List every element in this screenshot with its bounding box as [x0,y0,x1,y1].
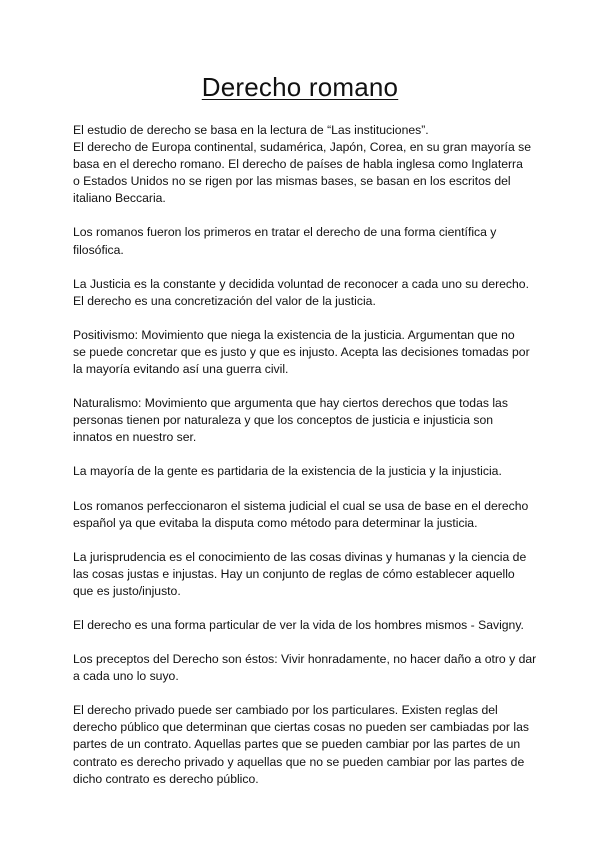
text-line: español ya que evitaba la disputa como método para determinar la justicia. [73,515,478,530]
text-line: La Justicia es la constante y decidida voluntad de reconocer a cada uno su derecho. [73,276,529,291]
text-line: personas tienen por naturaleza y que los conceptos de justicia e injusticia son [73,413,494,428]
text-line: Los preceptos del Derecho son éstos: Vivir honradamente, no hacer daño a otro y dar [73,652,537,667]
paragraph [73,702,533,787]
text-line: partes de un contrato. Aquellas partes que se pueden cambiar por las partes de un [73,737,521,752]
text-line: La mayoría de la gente es partidaria de la existencia de la justicia y la injusticia. [73,464,502,479]
text-line: las cosas justas e injustas. Hay un conjunto de reglas de cómo establecer aquello [73,566,515,581]
text-line: Positivismo: Movimiento que niega la existencia de la justicia. Argumentan que no [73,327,515,342]
paragraph [73,224,533,258]
text-line: El estudio de derecho se basa en la lectura de “Las instituciones”. [73,123,429,137]
text-line: la mayoría evitando así una guerra civil. [73,362,289,377]
text-line: derecho público que determinan que ciertas cosas no pueden ser cambiadas por las [73,720,529,735]
paragraph [73,122,533,207]
text-line: El derecho es una forma particular de ver la vida de los hombres mismos - Savigny. [73,617,524,632]
text-line: contrato es derecho privado y aquellas que no se pueden cambiar por las partes de [73,754,525,769]
text-line: Los romanos fueron los primeros en tratar el derecho de una forma científica y [73,225,497,240]
text-line: basa en el derecho romano. El derecho de países de habla inglesa como Inglaterra [73,157,523,172]
text-line: se puede concretar que es justo y que es injusto. Acepta las decisiones tomadas por [73,344,530,359]
paragraph [73,651,537,685]
paragraph [73,327,533,378]
paragraph [73,395,533,446]
text-line: El derecho es una concretización del valor de la justicia. [73,293,376,308]
text-line: italiano Beccaria. [73,191,166,206]
text-line: innatos en nuestro ser. [73,430,197,445]
text-line: El derecho de Europa continental, sudamérica, Japón, Corea, en su gran mayoría se [73,140,531,155]
paragraph [73,276,533,310]
paragraph [73,498,533,532]
text-line: Naturalismo: Movimiento que argumenta que hay ciertos derechos que todas las [73,396,508,411]
text-line: que es justo/injusto. [73,583,181,598]
text-line: a cada uno lo suyo. [73,669,179,684]
text-line: El derecho privado puede ser cambiado por los particulares. Existen reglas del [73,703,498,718]
text-line: Los romanos perfeccionaron el sistema judicial el cual se usa de base en el derecho [73,498,529,513]
text-line: La jurisprudencia es el conocimiento de las cosas divinas y humanas y la ciencia de [73,549,527,564]
text-line: o Estados Unidos no se rigen por las mismas bases, se basan en los escritos del [73,174,511,189]
text-line: filosófica. [73,242,124,257]
paragraph [73,617,533,634]
document-body [73,122,537,805]
paragraph [73,549,533,600]
paragraph [73,463,533,480]
page-title: Derecho romano [201,72,399,102]
text-line: dicho contrato es derecho público. [73,771,259,786]
